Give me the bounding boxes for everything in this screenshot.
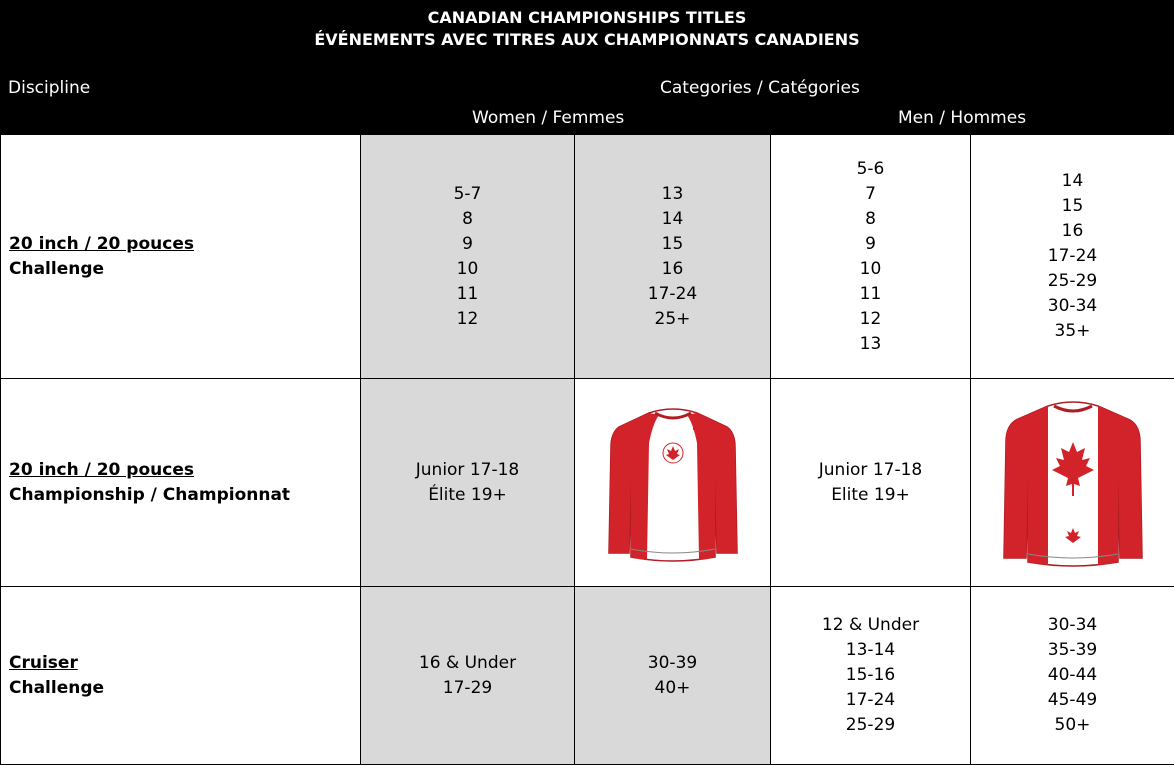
category-value: 16 & Under xyxy=(419,651,516,676)
women-categories-cell xyxy=(575,587,771,765)
discipline-cell xyxy=(1,135,361,379)
women-categories-cell xyxy=(361,379,575,587)
category-value: 9 xyxy=(454,232,482,257)
category-value: 15 xyxy=(1048,194,1097,219)
categories-header: Categories / Catégories xyxy=(660,78,860,98)
category-value: 10 xyxy=(857,257,885,282)
category-value: 11 xyxy=(454,282,482,307)
category-value: 8 xyxy=(857,207,885,232)
category-value: 30-39 xyxy=(648,651,697,676)
discipline-cell xyxy=(1,587,361,765)
category-value: 9 xyxy=(857,232,885,257)
men-header: Men / Hommes xyxy=(898,108,1026,128)
category-value: 13 xyxy=(857,332,885,357)
category-value: 16 xyxy=(648,257,697,282)
discipline-cell xyxy=(1,379,361,587)
men-categories-cell xyxy=(771,135,971,379)
category-value: 35+ xyxy=(1048,319,1097,344)
category-value: 11 xyxy=(857,282,885,307)
women-categories-cell xyxy=(361,587,575,765)
discipline-name: Cruiser xyxy=(9,651,360,676)
category-value: 10 xyxy=(454,257,482,282)
category-value: Junior 17-18 xyxy=(416,458,519,483)
women-categories-cell xyxy=(361,135,575,379)
category-value: Élite 19+ xyxy=(416,483,519,508)
category-value: 5-7 xyxy=(454,182,482,207)
discipline-header: Discipline xyxy=(8,78,90,98)
discipline-subtitle: Challenge xyxy=(9,257,360,282)
category-value: 25-29 xyxy=(1048,269,1097,294)
table-row xyxy=(1,379,1174,587)
category-value: 7 xyxy=(857,182,885,207)
category-value: 40-44 xyxy=(1048,663,1097,688)
category-value: 12 xyxy=(454,307,482,332)
men-jersey-cell xyxy=(971,379,1174,587)
category-value: 30-34 xyxy=(1048,294,1097,319)
category-value: 30-34 xyxy=(1048,613,1097,638)
title-english: CANADIAN CHAMPIONSHIPS TITLES xyxy=(0,8,1174,27)
category-value: 5-6 xyxy=(857,157,885,182)
category-value: Elite 19+ xyxy=(819,483,922,508)
category-value: 45-49 xyxy=(1048,688,1097,713)
men-categories-cell xyxy=(971,135,1174,379)
men-categories-cell xyxy=(771,587,971,765)
table-header xyxy=(0,0,1174,134)
men-jersey-image xyxy=(998,398,1148,568)
table-row xyxy=(1,135,1174,379)
category-value: 17-24 xyxy=(822,688,919,713)
category-value: 15-16 xyxy=(822,663,919,688)
category-value: 13-14 xyxy=(822,638,919,663)
category-value: 12 & Under xyxy=(822,613,919,638)
men-categories-cell xyxy=(771,379,971,587)
women-jersey-cell xyxy=(575,379,771,587)
category-value: Junior 17-18 xyxy=(819,458,922,483)
category-value: 35-39 xyxy=(1048,638,1097,663)
discipline-name: 20 inch / 20 pouces xyxy=(9,232,360,257)
title-french: ÉVÉNEMENTS AVEC TITRES AUX CHAMPIONNATS CANADIENS xyxy=(0,30,1174,49)
men-categories-cell xyxy=(971,587,1174,765)
discipline-subtitle: Challenge xyxy=(9,676,360,701)
category-value: 15 xyxy=(648,232,697,257)
category-value: 16 xyxy=(1048,219,1097,244)
category-value: 17-24 xyxy=(1048,244,1097,269)
titles-table xyxy=(0,134,1174,765)
table-row xyxy=(1,587,1174,765)
category-value: 17-29 xyxy=(419,676,516,701)
category-value: 8 xyxy=(454,207,482,232)
category-value: 12 xyxy=(857,307,885,332)
women-categories-cell xyxy=(575,135,771,379)
category-value: 14 xyxy=(1048,169,1097,194)
category-value: 25+ xyxy=(648,307,697,332)
discipline-name: 20 inch / 20 pouces xyxy=(9,458,360,483)
category-value: 40+ xyxy=(648,676,697,701)
category-value: 14 xyxy=(648,207,697,232)
category-value: 17-24 xyxy=(648,282,697,307)
category-value: 50+ xyxy=(1048,713,1097,738)
category-value: 13 xyxy=(648,182,697,207)
discipline-subtitle: Championship / Championnat xyxy=(9,483,360,508)
category-value: 25-29 xyxy=(822,713,919,738)
women-jersey-image xyxy=(603,403,743,563)
women-header: Women / Femmes xyxy=(472,108,624,128)
